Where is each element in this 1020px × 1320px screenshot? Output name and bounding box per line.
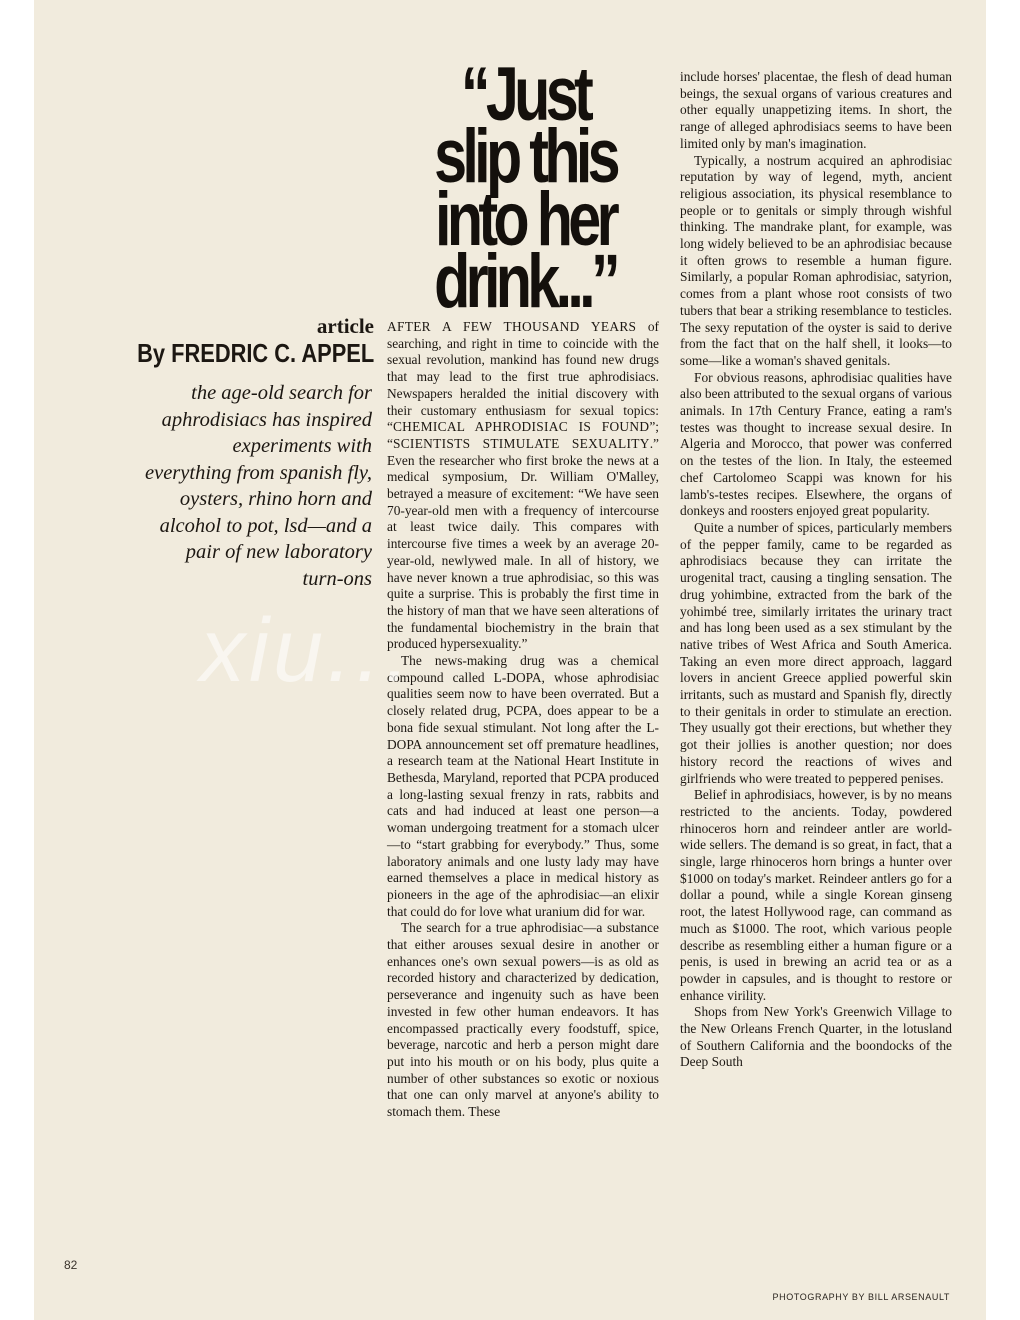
page-number: 82 xyxy=(64,1258,78,1272)
paragraph: Belief in aphrodisiacs, however, is by no means restricted to the ancients. Today, powdered rhinoceros horn and reindeer antler are world-wide sellers. The demand is so great, in fact, that a single, large rhinoceros horn brings a hunter over $1000 on today's market. Reindeer antlers go for a dollar a pound, while a single Korean ginseng root, the latest Hollywood rage, can command as much as $1000. The root, which various people describe as resembling either a human figure or a penis, is used in brewing an acrid tea or as a powder in capsules, and is thought to restore or enhance virility. xyxy=(680,787,952,1003)
headline: “Just slip this into her drink...” xyxy=(434,52,616,324)
watermark: xiu... xyxy=(200,601,415,701)
paragraph: Typically, a nostrum acquired an aphrodisiac reputation by way of legend, myth, ancient religious association, its physical resemblance to people or to genitals or simply through wishful thinking. The mandrake plant, for example, was long widely believed to be an aphrodisiac because it often grows to resemble a human figure. Similarly, a popular Roman aphrodisiac, satyrion, comes from a plant whose root consists of two tubers that bear a striking resemblance to testicles. The sexy reputation of the oyster is said to derive from the fact that on the half shell, it looks—to some—like a woman's shaved genitals. xyxy=(680,152,952,368)
paragraph: The search for a true aphrodisiac—a substance that either arouses sexual desire in another or enhances one's own sexual powers—is as old as recorded history and characterized by dedication, perseverance and ingenuity such as have been invested in few other human endeavors. It has encompassed practically every foodstuff, spice, beverage, narcotic and herb a person might dare put into his mouth or on his body, plus quite a number of other substances so exotic or noxious that one can only marvel at anyone's ability to stomach them. These xyxy=(387,920,659,1120)
section-label: article xyxy=(316,314,374,338)
paragraph: include horses' placentae, the flesh of dead human beings, the sexual organs of various creatures and other equally unappetizing items. In short, the range of alleged aphrodisiacs seems to have been limited only by man's imagination. xyxy=(680,69,952,151)
article-deck: the age-old search for aphrodisiacs has inspired experiments with everything from spanish fly, oysters, rhino horn and alcohol to pot, lsd—and a pair of new laboratory turn-ons xyxy=(145,382,372,590)
photo-credit: PHOTOGRAPHY BY BILL ARSENAULT xyxy=(772,1292,950,1302)
paragraph: Quite a number of spices, particularly members of the pepper family, came to be regarded as aphrodisiacs because they can irritate the urogenital tract, causing a tingling sensation. The drug yohimbine, extracted from the bark of the yohimbé tree, similarly irritates the urinary tract and has long been used as a sex stimulant by the native tribes of West Africa and South America. Taking an even more direct approach, laggard lovers in ancient Greece applied powerful skin irritants, such as mustard and Spanish fly, directly to their genitals in order to stimulate an erection. They usually got their erections, but whether they got their jollies is another question; nor does history record the reactions of wives and girlfriends who were treated to peppered penises. xyxy=(680,519,952,786)
body-column-middle xyxy=(387,319,659,1121)
lead-in: AFTER A FEW THOUSAND YEARS xyxy=(387,319,637,334)
paragraph: The news-making drug was a chemical compound called L-DOPA, whose aphrodisiac qualities seem now to have been overrated. But a closely related drug, PCPA, does appear to be a bona fide sexual stimulant. Not long after the L-DOPA announcement set off premature headlines, a research team at the National Heart Institute in Bethesda, Maryland, reported that PCPA produced a long-lasting sexual frenzy in rats, rabbits and cats and had induced at least one person—a woman undergoing treatment for a stomach ulcer—to “start grabbing for everybody.” Thus, some laboratory animals and one lusty lady may have earned themselves a place in medical history as pioneers in the age of the aphrodisiac—an elixir that could do for love what uranium did for war. xyxy=(387,653,659,919)
byline: By FREDRIC C. APPEL xyxy=(136,338,374,368)
paragraph: For obvious reasons, aphrodisiac qualities have also been attributed to the sexual organs of various animals. In 17th Century France, eating a ram's testes was thought to increase sexual desire. In Algeria and Morocco, that power was conferred on the testes of the lion. In Italy, the esteemed chef Cartolomeo Scappi was known for his lamb's-testes recipes. Elsewhere, the organs of donkeys and roosters enjoyed great popularity. xyxy=(680,369,952,519)
paragraph: AFTER A FEW THOUSAND YEARS of searching, and right in time to coincide with the sexual revolution, mankind has found new drugs that may lead to the first true aphrodisiacs. Newspapers heralded the initial discovery with their customary enthusiasm for sexual topics: “CHEMICAL APHRODISIAC IS FOUND”; “SCIENTISTS STIMULATE SEXUALITY.” Even the researcher who first broke the news at a medical symposium, Dr. William O'Malley, betrayed a measure of excitement: “We have seen 70-year-old men with a frequency of intercourse at least twice daily. This compares with intercourse five times a week by an average 20-year-old, newlywed male. In all of history, we have never known a true aphrodisiac, so this was quite a surprise. This is probably the first time in the history of man that we have seen alterations of the fundamental biochemistry in the brain that produced hypersexuality.” xyxy=(387,319,659,652)
body-column-right xyxy=(680,69,952,1071)
paragraph: Shops from New York's Greenwich Village to the New Orleans French Quarter, in the lotusland of Southern California and the boondocks of the Deep South xyxy=(680,1004,952,1070)
